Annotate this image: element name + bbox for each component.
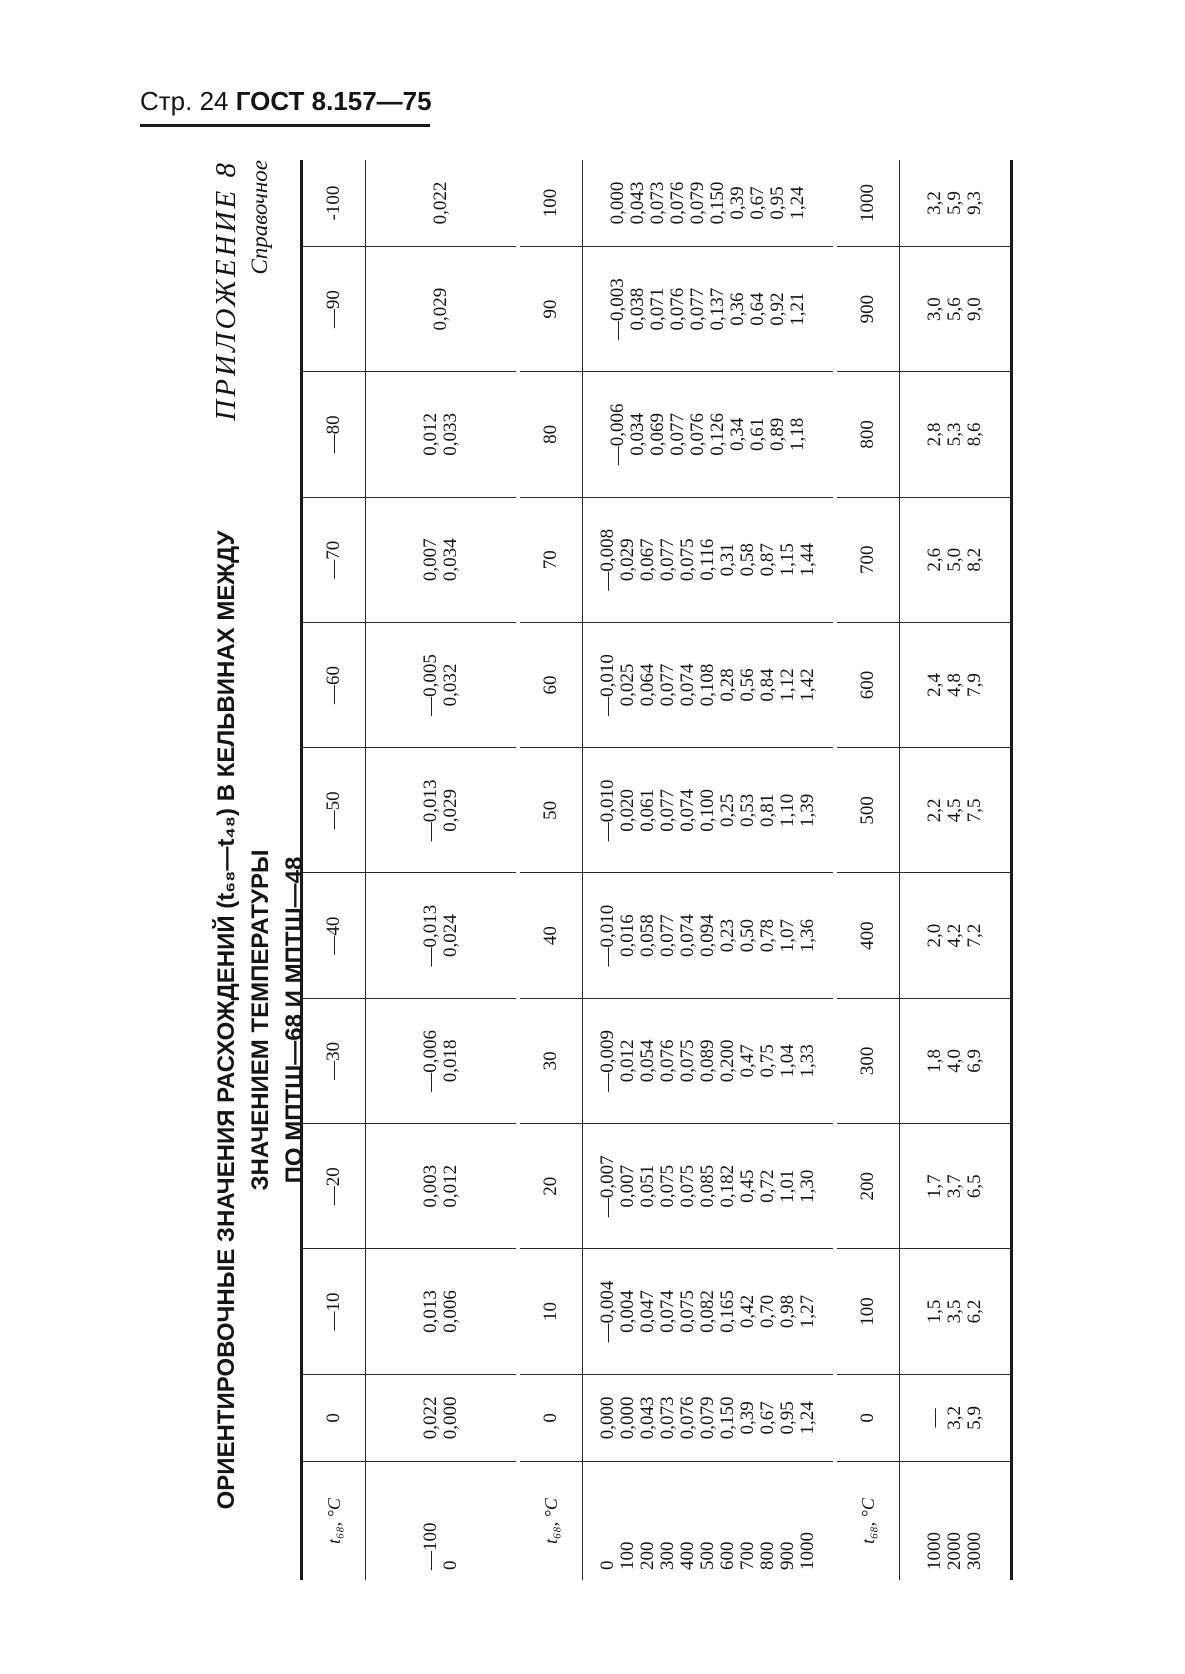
cell-value: 0,077 xyxy=(657,914,678,957)
cell-value: 0,150 xyxy=(717,1396,738,1440)
cell-value: 0,077 xyxy=(687,287,708,331)
value-cell xyxy=(900,1124,1012,1249)
cell-value: 0,87 xyxy=(757,543,778,577)
cell-value: 0,029 xyxy=(440,788,461,832)
cell-value: 0,70 xyxy=(757,1294,778,1329)
header-rule xyxy=(140,124,430,127)
cell-value: 1,7 xyxy=(924,1174,945,1199)
column-header: —40 xyxy=(302,873,366,998)
cell-value: 0,043 xyxy=(627,181,648,225)
cell-value: 0,071 xyxy=(647,287,668,331)
cell-value: 1,24 xyxy=(787,186,808,220)
column-header: 90 xyxy=(520,246,583,371)
cell-value: 0,81 xyxy=(757,793,778,827)
column-header: 20 xyxy=(520,1124,583,1249)
cell-value: 0,31 xyxy=(717,543,738,577)
cell-value: 0,076 xyxy=(667,181,688,225)
value-cell xyxy=(900,160,1012,246)
cell-value: 3,5 xyxy=(944,1299,965,1324)
cell-value: 5,6 xyxy=(944,297,965,321)
cell-value: 1,10 xyxy=(777,793,798,827)
value-cell xyxy=(583,748,834,873)
row-label: 0 xyxy=(440,1560,461,1570)
value-cell xyxy=(900,998,1012,1123)
row-label: 1000 xyxy=(797,1532,818,1570)
cell-value: 0,085 xyxy=(697,1164,718,1208)
value-cell xyxy=(366,998,517,1123)
cell-value: —0,004 xyxy=(597,1280,618,1343)
cell-value: 0,076 xyxy=(667,287,688,331)
column-header: 200 xyxy=(837,1124,900,1249)
cell-value: —0,008 xyxy=(597,528,618,591)
value-cell xyxy=(366,748,517,873)
column-header: 80 xyxy=(520,372,583,497)
cell-value: 1,01 xyxy=(777,1169,798,1203)
cell-value: 4,0 xyxy=(944,1049,965,1073)
table-header-row xyxy=(837,160,900,1580)
cell-value: 0,007 xyxy=(617,1164,638,1208)
cell-value: 5,9 xyxy=(964,1405,985,1430)
cell-value: —0,010 xyxy=(597,779,618,842)
cell-value: —0,010 xyxy=(597,904,618,967)
column-header: 10 xyxy=(520,1249,583,1374)
column-header: 0 xyxy=(302,1374,366,1461)
cell-value: 0,054 xyxy=(637,1039,658,1083)
cell-value: 5,0 xyxy=(944,547,965,572)
cell-value: 0,34 xyxy=(727,417,748,452)
cell-value: 3,2 xyxy=(944,1405,965,1430)
cell-value: 0,39 xyxy=(737,1401,758,1435)
cell-value: 0,126 xyxy=(707,413,728,456)
row-label: 500 xyxy=(697,1541,718,1570)
cell-value: —0,006 xyxy=(420,1030,441,1092)
cell-value: 1,12 xyxy=(777,668,798,702)
row-label: 2000 xyxy=(944,1532,965,1570)
table-row xyxy=(900,160,1012,1580)
cell-value: 0,013 xyxy=(420,1290,441,1333)
cell-value: 0,58 xyxy=(737,543,758,577)
cell-value: 0,28 xyxy=(717,668,738,702)
cell-value: 0,016 xyxy=(617,914,638,957)
column-header: —30 xyxy=(302,998,366,1123)
cell-value: —0,006 xyxy=(607,403,628,466)
cell-value: 0,64 xyxy=(747,292,768,326)
row-label-header: t₆₈, °C xyxy=(837,1462,900,1581)
cell-value: 2,2 xyxy=(924,798,945,823)
column-header: 400 xyxy=(837,873,900,998)
value-cell xyxy=(366,160,517,246)
cell-value: 1,8 xyxy=(924,1049,945,1073)
cell-value: 0,000 xyxy=(617,1396,638,1440)
value-cell xyxy=(583,160,834,246)
cell-value: 0,038 xyxy=(627,287,648,331)
appendix-title: ПРИЛОЖЕНИЕ 8 xyxy=(210,160,242,421)
cell-value: 0,034 xyxy=(627,413,648,456)
cell-value: 0,077 xyxy=(657,788,678,832)
cell-value: 0,84 xyxy=(757,668,778,702)
cell-value: 4,8 xyxy=(944,673,965,697)
column-header: 0 xyxy=(837,1374,900,1461)
column-header: —90 xyxy=(302,246,366,371)
row-label: 900 xyxy=(777,1541,798,1570)
row-label-header: t₆₈, °C xyxy=(302,1462,366,1581)
table-header-row xyxy=(520,160,583,1580)
column-header: -100 xyxy=(302,160,366,246)
cell-value: 0,058 xyxy=(637,914,658,957)
value-cell xyxy=(583,1374,834,1461)
column-header: —50 xyxy=(302,748,366,873)
column-header: —10 xyxy=(302,1249,366,1374)
cell-value: 0,165 xyxy=(717,1290,738,1333)
cell-value: 0,47 xyxy=(737,1044,758,1078)
cell-value: —0,009 xyxy=(597,1030,618,1092)
cell-value: 0,25 xyxy=(717,793,738,827)
cell-value: 2,4 xyxy=(924,673,945,697)
cell-value: 0,074 xyxy=(677,663,698,707)
value-cell xyxy=(583,497,834,622)
row-label: 100 xyxy=(617,1541,638,1570)
column-header: 900 xyxy=(837,246,900,371)
table-title-line-2: ПО МПТШ—68 И МПТШ—48 xyxy=(281,856,308,1184)
value-cell xyxy=(583,622,834,747)
cell-value: 0,067 xyxy=(637,538,658,582)
value-cell xyxy=(366,246,517,371)
value-cell xyxy=(583,1124,834,1249)
appendix-block xyxy=(210,160,273,421)
cell-value: 3,0 xyxy=(924,297,945,321)
standard-code: ГОСТ 8.157—75 xyxy=(235,86,432,116)
cell-value: 0,047 xyxy=(637,1290,658,1333)
cell-value: 0,137 xyxy=(707,287,728,331)
cell-value: 0,082 xyxy=(697,1290,718,1333)
column-header: 300 xyxy=(837,998,900,1123)
cell-value: 0,075 xyxy=(677,1039,698,1083)
column-header: 30 xyxy=(520,998,583,1123)
value-cell xyxy=(583,246,834,371)
cell-value: 0,003 xyxy=(420,1164,441,1208)
cell-value: 0,069 xyxy=(647,413,668,456)
column-header: —60 xyxy=(302,622,366,747)
cell-value: 0,000 xyxy=(440,1396,461,1440)
row-label: 600 xyxy=(717,1541,738,1570)
cell-value: 4,2 xyxy=(944,923,965,948)
value-cell xyxy=(366,497,517,622)
cell-value: 0,029 xyxy=(617,538,638,582)
cell-value: 1,27 xyxy=(797,1294,818,1329)
cell-value: 1,39 xyxy=(797,793,818,827)
cell-value: 0,075 xyxy=(677,538,698,582)
column-header: 1000 xyxy=(837,160,900,246)
row-label: 3000 xyxy=(964,1532,985,1570)
cell-value: —0,013 xyxy=(420,904,441,967)
cell-value: 1,15 xyxy=(777,543,798,577)
cell-value: 0,075 xyxy=(677,1164,698,1208)
cell-value: 0,000 xyxy=(607,181,628,225)
row-label: 800 xyxy=(757,1541,778,1570)
row-labels xyxy=(366,1462,517,1581)
table-row xyxy=(366,160,517,1580)
column-header: —80 xyxy=(302,372,366,497)
cell-value: 0,029 xyxy=(430,287,451,331)
value-cell xyxy=(583,873,834,998)
row-label: 300 xyxy=(657,1541,678,1570)
cell-value: 0,094 xyxy=(697,914,718,957)
cell-value: 0,61 xyxy=(747,417,768,452)
cell-value: 0,012 xyxy=(420,413,441,456)
value-cell xyxy=(583,1249,834,1374)
cell-value: 3,7 xyxy=(944,1174,965,1199)
value-cell xyxy=(366,1249,517,1374)
cell-value: 7,9 xyxy=(964,673,985,697)
cell-value: 1,5 xyxy=(924,1299,945,1324)
cell-value: 0,78 xyxy=(757,918,778,953)
cell-value: 0,95 xyxy=(767,186,788,220)
column-header: 50 xyxy=(520,748,583,873)
cell-value: 8,6 xyxy=(964,422,985,447)
cell-value: 0,100 xyxy=(697,788,718,832)
cell-value: 0,012 xyxy=(617,1039,638,1083)
cell-value: 5,9 xyxy=(944,191,965,215)
cell-value: —0,013 xyxy=(420,779,441,842)
cell-value: 0,076 xyxy=(687,413,708,456)
column-header: 800 xyxy=(837,372,900,497)
cell-value: 0,92 xyxy=(767,292,788,326)
cell-value: 5,3 xyxy=(944,422,965,447)
cell-value: 0,073 xyxy=(647,181,668,225)
row-labels xyxy=(900,1462,1012,1581)
cell-value: 1,18 xyxy=(787,417,808,452)
cell-value: 2,0 xyxy=(924,923,945,948)
cell-value: 0,67 xyxy=(757,1401,778,1435)
cell-value: 0,56 xyxy=(737,668,758,702)
page-header xyxy=(140,86,432,117)
value-cell xyxy=(900,497,1012,622)
cell-value: 1,21 xyxy=(787,292,808,326)
cell-value: 0,75 xyxy=(757,1044,778,1078)
rotated-content xyxy=(210,160,1070,1580)
table-row xyxy=(583,160,834,1580)
cell-value: —0,010 xyxy=(597,654,618,716)
cell-value: 0,020 xyxy=(617,788,638,832)
value-cell xyxy=(583,998,834,1123)
cell-value: 0,95 xyxy=(777,1401,798,1435)
cell-value: 0,079 xyxy=(697,1396,718,1440)
cell-value: 0,074 xyxy=(677,914,698,957)
cell-value: 2,8 xyxy=(924,422,945,447)
value-cell xyxy=(366,873,517,998)
cell-value: 0,89 xyxy=(767,417,788,452)
cell-value: 3,2 xyxy=(924,191,945,215)
cell-value: 0,089 xyxy=(697,1039,718,1083)
cell-value: 0,006 xyxy=(440,1290,461,1333)
cell-value: 0,075 xyxy=(677,1290,698,1333)
cell-value: 0,67 xyxy=(747,186,768,220)
row-labels xyxy=(583,1462,834,1581)
cell-value: 0,022 xyxy=(420,1396,441,1440)
cell-value: 0,50 xyxy=(737,918,758,953)
cell-value: 0,075 xyxy=(657,1164,678,1208)
cell-value: 0,073 xyxy=(657,1396,678,1440)
row-label: 700 xyxy=(737,1541,758,1570)
cell-value: 0,116 xyxy=(697,538,718,581)
cell-value: 0,012 xyxy=(440,1164,461,1208)
column-header: —70 xyxy=(302,497,366,622)
column-header: 0 xyxy=(520,1374,583,1461)
cell-value: 1,24 xyxy=(797,1401,818,1435)
cell-value: 0,077 xyxy=(657,538,678,582)
value-cell xyxy=(366,372,517,497)
cell-value: 0,007 xyxy=(420,538,441,582)
cell-value: 0,074 xyxy=(657,1290,678,1333)
cell-value: 2,6 xyxy=(924,547,945,572)
column-header: 100 xyxy=(520,160,583,246)
table-title-line-1: ОРИЕНТИРОВОЧНЫЕ ЗНАЧЕНИЯ РАСХОЖДЕНИЙ (t₆₈—t₄₈) В КЕЛЬВИНАХ МЕЖДУ ЗНАЧЕНИЕМ ТЕМПЕРАТУРЫ xyxy=(213,530,274,1510)
cell-value: 1,33 xyxy=(797,1044,818,1078)
row-label: 200 xyxy=(637,1541,658,1570)
cell-value: 0,025 xyxy=(617,663,638,707)
value-cell xyxy=(900,372,1012,497)
cell-value: 1,07 xyxy=(777,918,798,953)
cell-value: —0,007 xyxy=(597,1155,618,1218)
cell-value: 0,022 xyxy=(430,181,451,225)
row-label: 400 xyxy=(677,1541,698,1570)
cell-value: 0,076 xyxy=(657,1039,678,1083)
cell-value: 7,2 xyxy=(964,923,985,948)
cell-value: 1,42 xyxy=(797,668,818,702)
value-cell xyxy=(366,1374,517,1461)
cell-value: 1,36 xyxy=(797,918,818,953)
discrepancy-table xyxy=(300,160,1013,1580)
cell-value: 1,04 xyxy=(777,1044,798,1078)
cell-value: 0,074 xyxy=(677,788,698,832)
row-label: —100 xyxy=(420,1522,441,1570)
cell-value: 8,2 xyxy=(964,547,985,572)
column-header: 60 xyxy=(520,622,583,747)
cell-value: —0,005 xyxy=(420,654,441,716)
value-cell xyxy=(366,622,517,747)
cell-value: 1,30 xyxy=(797,1169,818,1203)
column-header: 100 xyxy=(837,1249,900,1374)
cell-value: 6,9 xyxy=(964,1049,985,1073)
cell-value: 0,079 xyxy=(687,181,708,225)
cell-value: 0,200 xyxy=(717,1039,738,1083)
cell-value: 0,051 xyxy=(637,1164,658,1208)
cell-value: 0,024 xyxy=(440,914,461,957)
cell-value: 4,5 xyxy=(944,798,965,823)
cell-value: — xyxy=(924,1408,945,1428)
cell-value: —0,003 xyxy=(607,278,628,340)
value-cell xyxy=(900,1249,1012,1374)
value-cell xyxy=(900,246,1012,371)
row-label: 1000 xyxy=(924,1532,945,1570)
cell-value: 0,004 xyxy=(617,1290,638,1333)
cell-value: 0,182 xyxy=(717,1164,738,1208)
column-header: —20 xyxy=(302,1124,366,1249)
table-title xyxy=(210,460,312,1580)
cell-value: 0,043 xyxy=(637,1396,658,1440)
value-cell xyxy=(583,372,834,497)
cell-value: 0,018 xyxy=(440,1039,461,1083)
cell-value: 0,23 xyxy=(717,918,738,953)
column-header: 600 xyxy=(837,622,900,747)
value-cell xyxy=(900,622,1012,747)
cell-value: 0,36 xyxy=(727,292,748,326)
cell-value: 0,72 xyxy=(757,1169,778,1203)
cell-value: 0,98 xyxy=(777,1294,798,1329)
value-cell xyxy=(900,748,1012,873)
row-label: 0 xyxy=(597,1560,618,1570)
cell-value: 0,53 xyxy=(737,793,758,827)
cell-value: 0,108 xyxy=(697,663,718,707)
cell-value: 0,150 xyxy=(707,181,728,225)
cell-value: 0,42 xyxy=(737,1294,758,1329)
value-cell xyxy=(900,1374,1012,1461)
cell-value: 0,077 xyxy=(657,663,678,707)
cell-value: 9,0 xyxy=(964,297,985,321)
cell-value: 0,000 xyxy=(597,1396,618,1440)
cell-value: 9,3 xyxy=(964,191,985,215)
column-header: 700 xyxy=(837,497,900,622)
cell-value: 7,5 xyxy=(964,798,985,823)
cell-value: 0,076 xyxy=(677,1396,698,1440)
cell-value: 0,033 xyxy=(440,413,461,456)
cell-value: 0,077 xyxy=(667,413,688,456)
cell-value: 6,5 xyxy=(964,1174,985,1199)
cell-value: 0,032 xyxy=(440,663,461,707)
appendix-subtitle: Справочное xyxy=(247,160,272,275)
value-cell xyxy=(366,1124,517,1249)
cell-value: 0,064 xyxy=(637,663,658,707)
row-label-header: t₆₈, °C xyxy=(520,1462,583,1581)
column-header: 70 xyxy=(520,497,583,622)
cell-value: 0,061 xyxy=(637,788,658,832)
column-header: 40 xyxy=(520,873,583,998)
page-number: Стр. 24 xyxy=(140,86,229,116)
cell-value: 6,2 xyxy=(964,1299,985,1324)
table-header-row xyxy=(302,160,366,1580)
cell-value: 1,44 xyxy=(797,543,818,577)
column-header: 500 xyxy=(837,748,900,873)
cell-value: 0,034 xyxy=(440,538,461,582)
value-cell xyxy=(900,873,1012,998)
cell-value: 0,45 xyxy=(737,1169,758,1203)
cell-value: 0,39 xyxy=(727,186,748,220)
